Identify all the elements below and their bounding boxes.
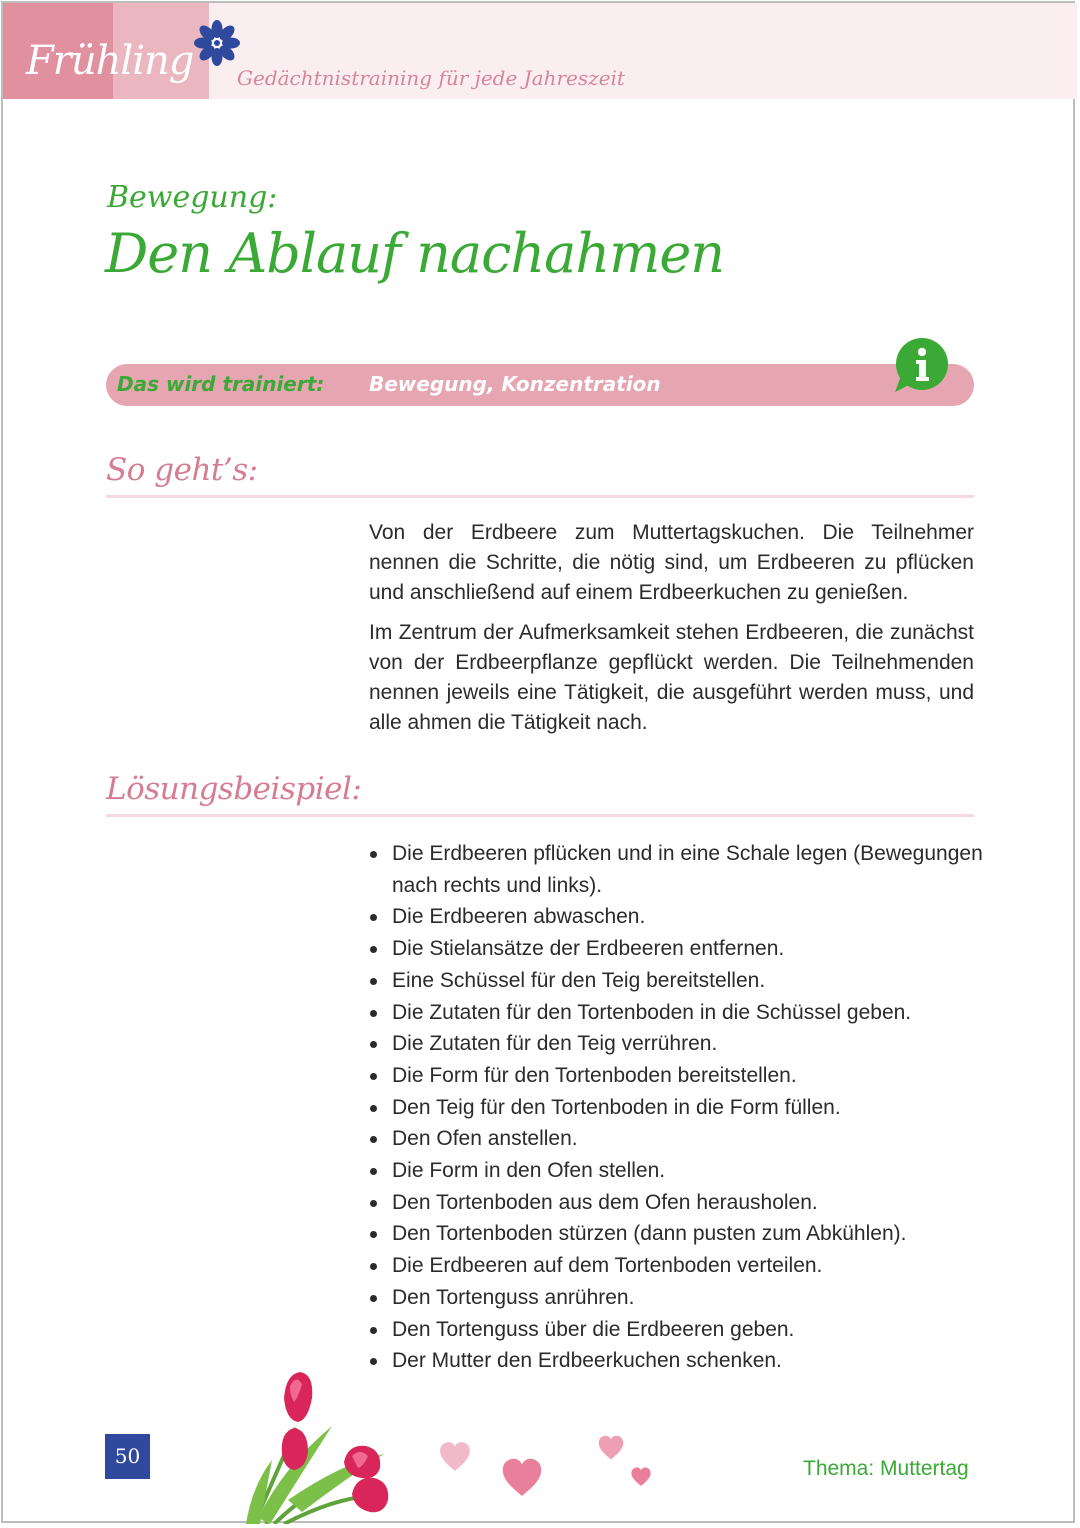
tulips-illustration (244, 1368, 414, 1524)
list-item: Die Zutaten für den Teig verrühren. (369, 1028, 989, 1060)
list-item: Den Ofen anstellen. (369, 1123, 989, 1155)
howto-heading: So geht’s: (106, 452, 258, 488)
list-item: Die Zutaten für den Tortenboden in die Schüssel geben. (369, 997, 989, 1029)
trained-label: Das wird trainiert: (117, 372, 325, 396)
list-item: Den Tortenboden stürzen (dann pusten zum Abkühlen). (369, 1218, 989, 1250)
heart-icon (438, 1440, 472, 1474)
info-icon (893, 336, 951, 394)
list-item: Den Teig für den Tortenboden in die Form füllen. (369, 1092, 989, 1124)
list-item: Die Stielansätze der Erdbeeren entfernen. (369, 933, 989, 965)
solution-heading: Lösungsbeispiel: (106, 771, 362, 807)
howto-divider (106, 495, 974, 498)
list-item: Die Erdbeeren abwaschen. (369, 901, 989, 933)
page-title: Den Ablauf nachahmen (105, 222, 725, 285)
list-item: Den Tortenboden aus dem Ofen herausholen. (369, 1187, 989, 1219)
list-item: Die Form für den Tortenboden bereitstellen. (369, 1060, 989, 1092)
list-item: Eine Schüssel für den Teig bereitstellen. (369, 965, 989, 997)
list-item: Die Erdbeeren auf dem Tortenboden verteilen. (369, 1250, 989, 1282)
footer-topic: Thema: Muttertag (803, 1457, 969, 1480)
list-item: Den Tortenguss anrühren. (369, 1282, 989, 1314)
howto-paragraph-1: Von der Erdbeere zum Muttertagskuchen. Die Teilnehmer nennen die Schritte, die nötig sind, um Erdbeeren zu pflücken und anschließend auf einem Erdbeerkuchen zu genießen. (369, 521, 974, 604)
list-item: Die Erdbeeren pflücken und in eine Schale legen (Bewegungen nach rechts und links). (369, 838, 989, 901)
heart-icon (630, 1466, 652, 1488)
header-subtitle: Gedächtnistraining für jede Jahreszeit (237, 66, 625, 90)
solution-list (369, 838, 989, 1377)
exercise-category: Bewegung: (107, 180, 278, 215)
howto-paragraph-2: Im Zentrum der Aufmerksamkeit stehen Erdbeeren, die zunächst von der Erdbeerpflanze gepflückt werden. Die Teilnehmenden nennen jeweils eine Tätigkeit, die ausgeführt werden muss, und alle ahmen die Tätigkeit nach. (369, 621, 974, 734)
heart-icon (597, 1434, 625, 1462)
list-item: Den Tortenguss über die Erdbeeren geben. (369, 1314, 989, 1346)
trained-value: Bewegung, Konzentration (369, 372, 661, 396)
heart-icon (500, 1456, 544, 1500)
flower-icon (192, 18, 242, 68)
solution-divider (106, 814, 974, 817)
list-item: Der Mutter den Erdbeerkuchen schenken. (369, 1345, 989, 1377)
page-number: 50 (105, 1434, 150, 1479)
list-item: Die Form in den Ofen stellen. (369, 1155, 989, 1187)
season-title: Frühling (26, 38, 194, 84)
